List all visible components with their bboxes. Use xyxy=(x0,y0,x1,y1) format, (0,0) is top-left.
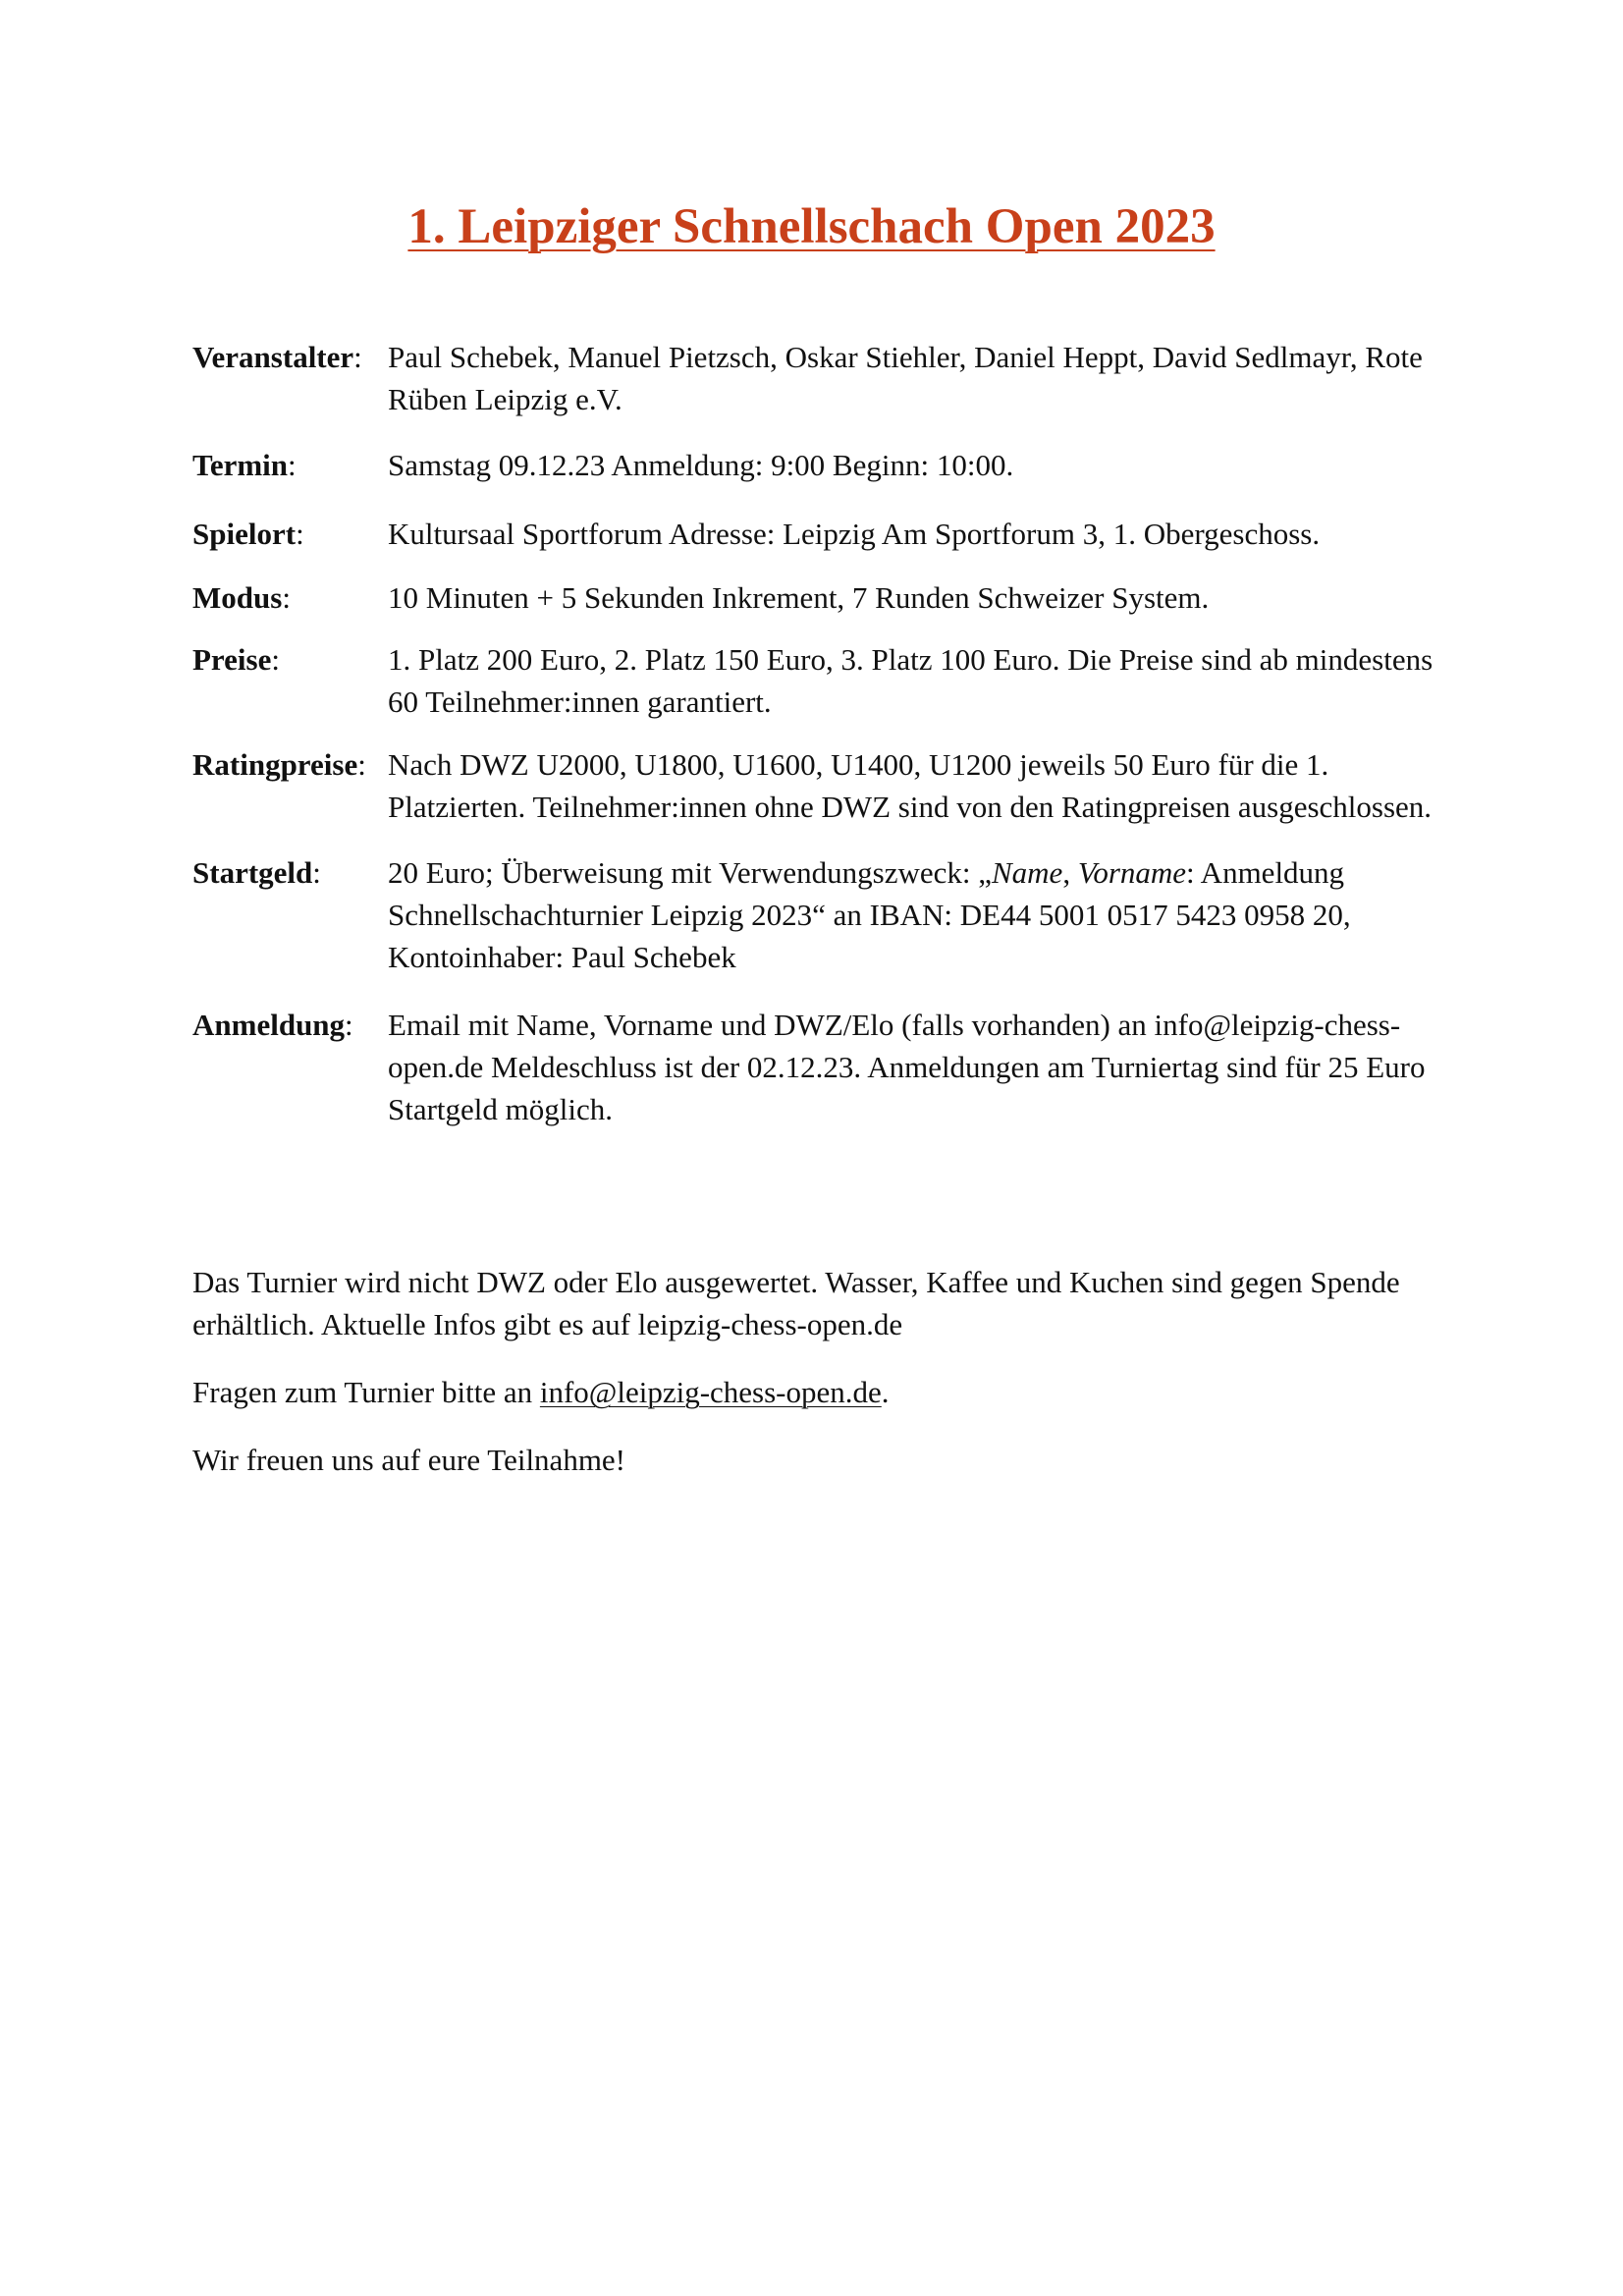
footer-paragraph-closing: Wir freuen uns auf eure Teilnahme! xyxy=(192,1443,626,1477)
row-startgeld xyxy=(192,851,1469,978)
label-anmeldung-colon: : xyxy=(345,1008,353,1042)
label-spielort-text: Spielort xyxy=(192,517,297,551)
label-anmeldung xyxy=(192,1004,388,1130)
value-ratingpreise: Nach DWZ U2000, U1800, U1600, U1400, U1200 jeweils 50 Euro für die 1. Platzierten. Teilnehmer:innen ohne DWZ sind von den Ratingpreisen ausgeschlossen. xyxy=(388,747,1433,824)
label-veranstalter-text: Veranstalter xyxy=(192,340,354,374)
row-preise xyxy=(192,638,1469,723)
startgeld-prefix: 20 Euro; Überweisung mit Verwendungszweck: „ xyxy=(388,855,992,890)
label-ratingpreise xyxy=(192,743,388,828)
row-spielort xyxy=(192,513,1469,555)
value-termin: Samstag 09.12.23 Anmeldung: 9:00 Beginn: 10:00. xyxy=(388,448,1014,482)
label-startgeld xyxy=(192,851,388,978)
value-veranstalter: Paul Schebek, Manuel Pietzsch, Oskar Stiehler, Daniel Heppt, David Sedlmayr, Rote Rüben Leipzig e.V. xyxy=(388,340,1423,416)
footer-paragraph-info: Das Turnier wird nicht DWZ oder Elo ausgewertet. Wasser, Kaffee und Kuchen sind gegen Spende erhältlich. Aktuelle Infos gibt es auf leipzig-chess-open.de xyxy=(192,1265,1400,1341)
label-veranstalter xyxy=(192,336,388,420)
startgeld-suffix: : Anmeldung Schnellschachturnier Leipzig 2023“ an IBAN: DE44 5001 0517 5423 0958 20, Kontoinhaber: Paul Schebek xyxy=(388,855,1351,974)
label-modus-colon: : xyxy=(282,580,291,615)
label-termin xyxy=(192,444,388,486)
label-anmeldung-text: Anmeldung xyxy=(192,1008,346,1042)
contact-email-link[interactable]: info@leipzig-chess-open.de xyxy=(539,1375,882,1409)
label-preise xyxy=(192,638,388,723)
label-spielort xyxy=(192,513,388,555)
startgeld-vorname-italic: Vorname xyxy=(1077,855,1187,890)
document-title xyxy=(0,196,1623,257)
startgeld-name-italic: Name xyxy=(991,855,1063,890)
tournament-info-table xyxy=(192,336,1469,1130)
questions-suffix: . xyxy=(881,1375,890,1409)
label-termin-colon: : xyxy=(288,448,297,482)
row-anmeldung xyxy=(192,1004,1469,1130)
label-termin-text: Termin xyxy=(192,448,289,482)
label-preise-text: Preise xyxy=(192,642,272,677)
value-spielort: Kultursaal Sportforum Adresse: Leipzig Am Sportforum 3, 1. Obergeschoss. xyxy=(388,517,1321,551)
label-modus-text: Modus xyxy=(192,580,283,615)
label-spielort-colon: : xyxy=(296,517,304,551)
label-startgeld-colon: : xyxy=(312,855,321,890)
row-veranstalter xyxy=(192,336,1469,420)
value-preise: 1. Platz 200 Euro, 2. Platz 150 Euro, 3. Platz 100 Euro. Die Preise sind ab mindestens 60 Teilnehmer:innen garantiert. xyxy=(388,642,1434,719)
row-ratingpreise xyxy=(192,743,1469,828)
value-modus: 10 Minuten + 5 Sekunden Inkrement, 7 Runden Schweizer System. xyxy=(388,580,1210,615)
footer-notes xyxy=(192,1261,1469,1506)
footer-paragraph-questions xyxy=(192,1371,1469,1413)
row-termin xyxy=(192,444,1469,486)
value-anmeldung: Email mit Name, Vorname und DWZ/Elo (falls vorhanden) an info@leipzig-chess-open.de Meldeschluss ist der 02.12.23. Anmeldungen am Turniertag sind für 25 Euro Startgeld möglich. xyxy=(388,1008,1426,1126)
questions-prefix: Fragen zum Turnier bitte an xyxy=(192,1375,540,1409)
label-preise-colon: : xyxy=(271,642,280,677)
startgeld-comma: , xyxy=(1062,855,1078,890)
label-modus xyxy=(192,576,388,619)
row-modus xyxy=(192,576,1469,619)
document-title-text: 1. Leipziger Schnellschach Open 2023 xyxy=(407,199,1216,254)
value-startgeld xyxy=(388,851,1469,978)
label-startgeld-text: Startgeld xyxy=(192,855,313,890)
label-veranstalter-colon: : xyxy=(353,340,362,374)
label-ratingpreise-text: Ratingpreise xyxy=(192,747,358,782)
label-ratingpreise-colon: : xyxy=(357,747,366,782)
